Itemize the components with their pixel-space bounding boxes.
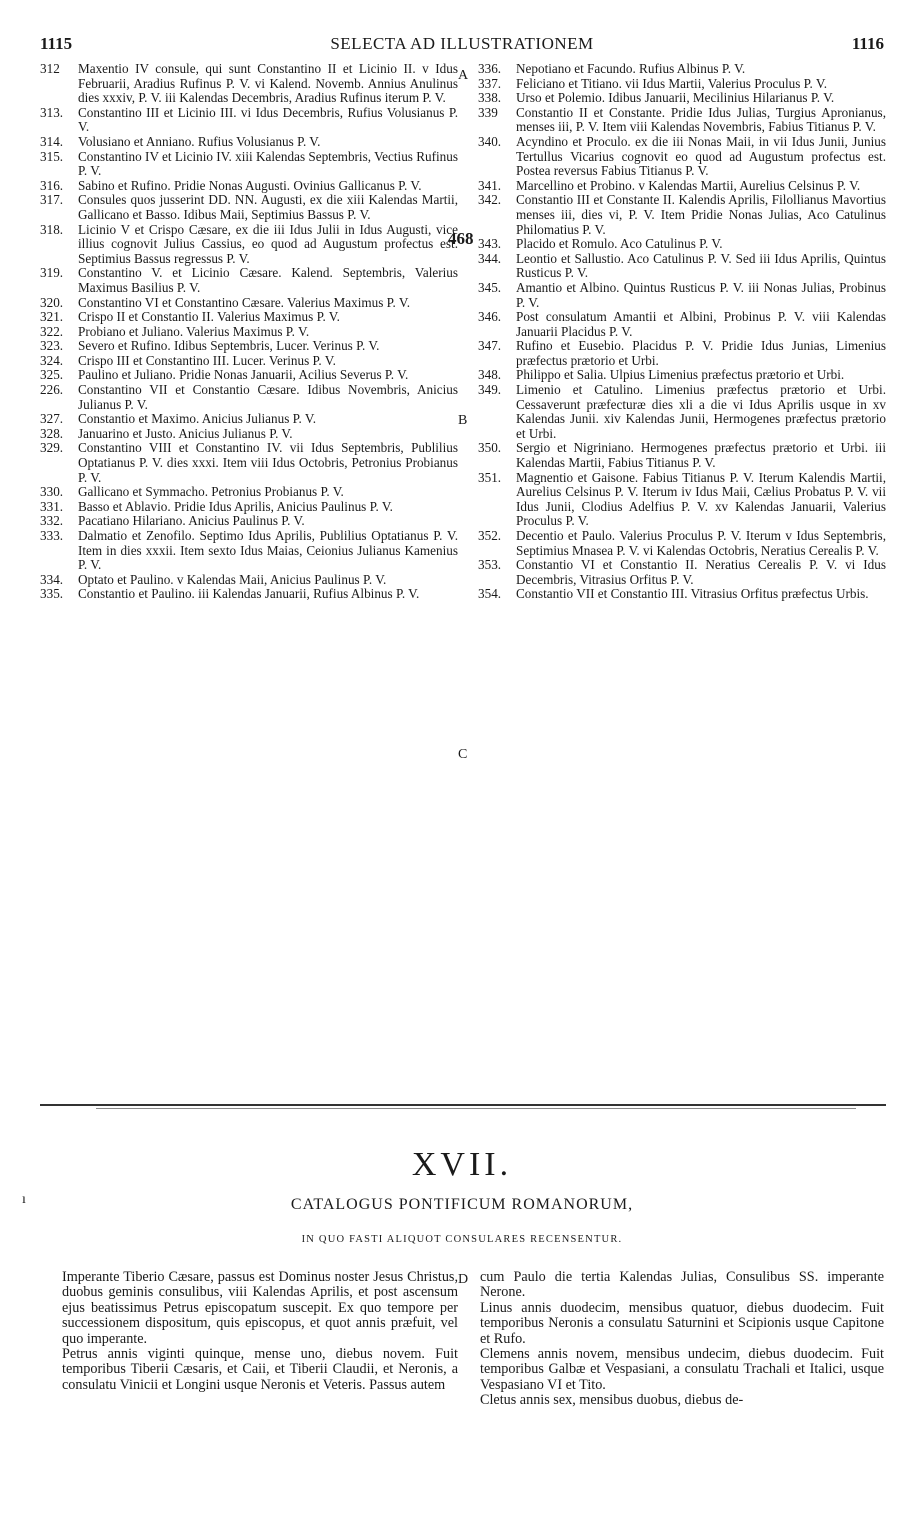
- fasti-entry: [478, 91, 886, 106]
- entry-year: 321.: [40, 309, 64, 325]
- entry-text: Licinio V et Crispo Cæsare, ex die iii Idus Julii in Idus Augusti, vice illius cognovit Julius Cassius, eo quod ad Augustum profectus est. Septimius Bassus regressus P. V.: [78, 221, 458, 266]
- entry-year: 341.: [478, 177, 502, 193]
- left-column-fasti: [40, 62, 458, 602]
- entry-year: 343.: [478, 236, 502, 252]
- entry-text: Maxentio IV consule, qui sunt Constantino II et Licinio II. v Idus Februarii, Aradius Rufinus P. V. vi Kalend. Novemb. Annius Anulinus dies xxxiv, P. V. iii Kalendas Decembris, Aradius Rufinus iterum P. V.: [78, 61, 458, 106]
- entry-text: Limenio et Catulino. Limenius præfectus prætorio et Urbi. Cessaverunt præfecturæ dies xli a die vi Idus Aprilis usque in xv Kalendas Junii. xiv Kalendas Junii, Hermogenes præfectus prætorio et Urbi.: [516, 382, 886, 441]
- entry-year: 318.: [40, 221, 64, 237]
- entry-year: 332.: [40, 513, 64, 529]
- fasti-entry: [478, 179, 886, 194]
- fasti-entry: [40, 529, 458, 573]
- entry-year: 226.: [40, 382, 64, 398]
- fasti-entry: [478, 441, 886, 470]
- entry-text: Januarino et Justo. Anicius Julianus P. V.: [78, 425, 293, 441]
- fasti-entry: [478, 62, 886, 77]
- prose-paragraph: cum Paulo die tertia Kalendas Julias, Consulibus SS. imperante Nerone.: [480, 1269, 884, 1301]
- entry-text: Constantino VII et Constantio Cæsare. Idibus Novembris, Anicius Julianus P. V.: [78, 382, 458, 412]
- fasti-entry: [40, 179, 458, 194]
- prose-paragraph: Petrus annis viginti quinque, mense uno, diebus novem. Fuit temporibus Tiberii Cæsaris, et Caii, et Tiberii Claudii, et Neronis, a consulatu Vinicii et Longini usque Neronis et Veteris. Passus autem: [62, 1346, 458, 1393]
- entry-text: Marcellino et Probino. v Kalendas Martii, Aurelius Celsinus P. V.: [516, 177, 861, 193]
- entry-year: 327.: [40, 411, 64, 427]
- entry-year: 325.: [40, 367, 64, 383]
- entry-year: 320.: [40, 294, 64, 310]
- entry-year: 338.: [478, 90, 502, 106]
- fasti-entry: [478, 237, 886, 252]
- entry-text: Constantino IV et Licinio IV. xiii Kalendas Septembris, Vectius Rufinus P. V.: [78, 148, 458, 179]
- entry-year: 312: [40, 61, 60, 76]
- entry-text: Rufino et Eusebio. Placidus P. V. Pridie Idus Junias, Limenius præfectus prætorio et Urbi.: [516, 338, 886, 368]
- entry-text: Constantio VI et Constantio II. Neratius Cerealis P. V. vi Idus Decembris, Vitrasius Orfitus P. V.: [516, 557, 886, 587]
- entry-year: 324.: [40, 352, 64, 368]
- entry-text: Constantino VI et Constantino Cæsare. Valerius Maximus P. V.: [78, 294, 411, 310]
- entry-text: Dalmatio et Zenofilo. Septimo Idus Aprilis, Publilius Optatianus P. V. Item in dies xxxii. Item sexto Idus Maias, Ceionius Julianus Kamenius P. V.: [78, 528, 458, 573]
- margin-letter-b: B: [458, 413, 468, 428]
- entry-text: Probiano et Juliano. Valerius Maximus P. V.: [78, 323, 310, 339]
- fasti-entry: [478, 383, 886, 441]
- fasti-entry: [40, 500, 458, 515]
- section-title: CATALOGUS PONTIFICUM ROMANORUM,: [290, 1196, 634, 1213]
- entry-year: 315.: [40, 148, 64, 164]
- entry-year: 348.: [478, 367, 502, 383]
- entry-year: 347.: [478, 338, 502, 354]
- entry-text: Consules quos jusserint DD. NN. Augusti, ex die xiii Kalendas Martii, Gallicano et Basso. Idibus Maii, Septimius Bassus P. V.: [78, 192, 458, 222]
- entry-text: Constantino III et Licinio III. vi Idus Decembris, Rufius Volusianus P. V.: [78, 104, 458, 135]
- right-page-number: 1116: [851, 34, 884, 53]
- entry-text: Constantio VII et Constantio III. Vitrasius Orfitus præfectus Urbis.: [516, 586, 869, 602]
- entry-year: 342.: [478, 192, 502, 208]
- fasti-entry: [40, 310, 458, 325]
- prose-paragraph: Imperante Tiberio Cæsare, passus est Dominus noster Jesus Christus, duobus geminis consulibus, viii Kalendas Aprilis, et post ascensum ejus beatissimus Petrus episcopatum suscepit. Ex quo tempore per successionem dispositum, quis episcopus, et quot annis præfuit, vel quo imperante.: [62, 1269, 458, 1347]
- entry-text: Constantino V. et Licinio Cæsare. Kalend. Septembris, Valerius Maximus Basilius P. V.: [78, 265, 458, 295]
- section-divider: [40, 1104, 886, 1106]
- margin-letter-c: C: [458, 747, 468, 762]
- entry-year: 316.: [40, 177, 64, 193]
- fasti-entry: [478, 281, 886, 310]
- entry-year: 328.: [40, 425, 64, 441]
- entry-year: 314.: [40, 133, 64, 149]
- entry-text: Constantio III et Constante II. Kalendis Aprilis, Filollianus Mavortius menses iii, dies vi, P. V. Item Pridie Nonas Julias, Aco Catulinus Philomatius P. V.: [516, 192, 886, 237]
- fasti-entry: [40, 587, 458, 602]
- prose-right-column: [480, 1270, 884, 1409]
- entry-text: Decentio et Paulo. Valerius Proculus P. V. Iterum v Idus Septembris, Septimius Mnasea P. V. vi Kalendas Octobris, Neratius Cerealis P. V.: [516, 528, 886, 558]
- fasti-entry: [40, 266, 458, 295]
- fasti-entry: [40, 223, 458, 267]
- fasti-entry: [478, 135, 886, 179]
- entry-year: 331.: [40, 498, 64, 514]
- fasti-entry: [40, 339, 458, 354]
- fasti-entry: [40, 485, 458, 500]
- entry-year: 319.: [40, 265, 64, 281]
- fasti-entry: [478, 529, 886, 558]
- fasti-entry: [40, 325, 458, 340]
- fasti-entry: [40, 368, 458, 383]
- fasti-entry: [40, 441, 458, 485]
- fasti-entry: [40, 296, 458, 311]
- entry-year: 349.: [478, 382, 502, 398]
- folio-marker: 468: [448, 229, 474, 248]
- entry-text: Constantino VIII et Constantino IV. vii Idus Septembris, Publilius Optatianus P. V. dies xxxi. Item viii Idus Octobris, Petronius Probianus P. V.: [78, 440, 458, 485]
- entry-year: 335.: [40, 586, 64, 602]
- entry-year: 330.: [40, 484, 64, 500]
- section-number: XVII.: [411, 1146, 513, 1183]
- entry-text: Leontio et Sallustio. Aco Catulinus P. V. Sed iii Idus Aprilis, Quintus Rusticus P. V.: [516, 250, 886, 281]
- entry-year: 322.: [40, 323, 64, 339]
- fasti-entry: [40, 193, 458, 222]
- right-column-fasti: [478, 62, 886, 602]
- running-header: [40, 34, 884, 56]
- section-divider-thin: [96, 1108, 856, 1109]
- fasti-entry: [478, 106, 886, 135]
- entry-year: 340.: [478, 133, 502, 149]
- entry-text: Optato et Paulino. v Kalendas Maii, Anicius Paulinus P. V.: [78, 571, 387, 587]
- section-subtitle: IN QUO FASTI ALIQUOT CONSULARES RECENSENTUR.: [301, 1234, 623, 1245]
- fasti-entry: [40, 427, 458, 442]
- entry-year: 353.: [478, 557, 502, 573]
- running-title: SELECTA AD ILLUSTRATIONEM: [330, 34, 594, 53]
- entry-text: Volusiano et Anniano. Rufius Volusianus P. V.: [78, 133, 321, 149]
- entry-text: Nepotiano et Facundo. Rufius Albinus P. V.: [516, 61, 746, 76]
- fasti-entry: [478, 471, 886, 529]
- entry-text: Gallicano et Symmacho. Petronius Probianus P. V.: [78, 484, 344, 500]
- fasti-entry: [40, 383, 458, 412]
- entry-text: Sabino et Rufino. Pridie Nonas Augusti. Ovinius Gallicanus P. V.: [78, 177, 422, 193]
- fasti-entry: [40, 354, 458, 369]
- entry-text: Urso et Polemio. Idibus Januarii, Mecilinius Hilarianus P. V.: [516, 90, 835, 106]
- prose-paragraph: Clemens annis novem, mensibus undecim, diebus duodecim. Fuit temporibus Galbæ et Vespasiani, a consulatu Trachali et Italici, usque Vespasiano VI et Tito.: [480, 1346, 884, 1393]
- fasti-entry: [478, 252, 886, 281]
- entry-year: 323.: [40, 338, 64, 354]
- entry-year: 337.: [478, 75, 502, 91]
- entry-text: Constantio II et Constante. Pridie Idus Julias, Turgius Apronianus, menses iii, P. V. Item viii Kalendas Novembris, Fabius Titianus P. V.: [516, 104, 886, 135]
- entry-year: 339: [478, 104, 498, 120]
- entry-text: Crispo III et Constantino III. Lucer. Verinus P. V.: [78, 352, 336, 368]
- entry-year: 352.: [478, 528, 502, 543]
- margin-letter-d: D: [458, 1272, 469, 1287]
- prose-paragraph: Linus annis duodecim, mensibus quatuor, diebus duodecim. Fuit temporibus Neronis a consulatu Saturnini et Scipionis usque Capitone et Rufo.: [480, 1299, 884, 1347]
- fasti-entry: [478, 587, 886, 602]
- entry-text: Philippo et Salia. Ulpius Limenius præfectus prætorio et Urbi.: [516, 367, 845, 383]
- entry-year: 313.: [40, 104, 64, 120]
- entry-year: 333.: [40, 528, 64, 543]
- fasti-entry: [478, 77, 886, 92]
- fasti-entry: [478, 368, 886, 383]
- entry-text: Sergio et Nigriniano. Hermogenes præfectus prætorio et Urbi. iii Kalendas Martii, Fabius Titianus P. V.: [516, 440, 886, 471]
- margin-tick: ı: [22, 1192, 26, 1207]
- entry-text: Placido et Romulo. Aco Catulinus P. V.: [516, 236, 723, 252]
- entry-text: Constantio et Maximo. Anicius Julianus P. V.: [78, 411, 317, 427]
- fasti-entry: [478, 558, 886, 587]
- entry-year: 317.: [40, 192, 64, 208]
- entry-text: Constantio et Paulino. iii Kalendas Januarii, Rufius Albinus P. V.: [78, 586, 420, 602]
- entry-year: 354.: [478, 586, 502, 602]
- entry-text: Magnentio et Gaisone. Fabius Titianus P. V. Iterum Kalendis Martii, Aurelius Celsinus P. V. Iterum iv Idus Maii, Cælius Probatus P. V. vii Idus Junii, Clodius Adelfius P. V. xv Kalendas Januarii, Valerius Proculus P. V.: [516, 469, 886, 529]
- entry-year: 345.: [478, 279, 502, 295]
- fasti-entry: [40, 412, 458, 427]
- entry-text: Amantio et Albino. Quintus Rusticus P. V. iii Nonas Julias, Probinus P. V.: [516, 279, 886, 310]
- fasti-entry: [40, 135, 458, 150]
- entry-year: 329.: [40, 440, 64, 456]
- entry-year: 351.: [478, 469, 502, 485]
- entry-text: Pacatiano Hilariano. Anicius Paulinus P. V.: [78, 513, 305, 529]
- entry-text: Basso et Ablavio. Pridie Idus Aprilis, Anicius Paulinus P. V.: [78, 498, 393, 514]
- fasti-entry: [40, 106, 458, 135]
- entry-text: Post consulatum Amantii et Albini, Probinus P. V. viii Kalendas Januarii Placidus P. V.: [516, 309, 886, 339]
- fasti-entry: [478, 310, 886, 339]
- fasti-entry: [478, 339, 886, 368]
- left-page-number: 1115: [40, 34, 73, 53]
- entry-year: 346.: [478, 309, 502, 325]
- entry-text: Acyndino et Proculo. ex die iii Nonas Maii, in vii Idus Junii, Junius Tertullus Vicarius cognovit eo quod ad Augustum profectus est. Postea reversus Fabius Titianus P. V.: [516, 133, 886, 179]
- entry-year: 336.: [478, 61, 502, 76]
- fasti-entry: [478, 193, 886, 237]
- entry-text: Severo et Rufino. Idibus Septembris, Lucer. Verinus P. V.: [78, 338, 380, 354]
- prose-paragraph: Cletus annis sex, mensibus duobus, diebus de-: [480, 1392, 744, 1409]
- fasti-entry: [40, 573, 458, 588]
- margin-letter-a: A: [458, 68, 469, 83]
- fasti-entry: [40, 62, 458, 106]
- fasti-entry: [40, 514, 458, 529]
- entry-text: Paulino et Juliano. Pridie Nonas Januarii, Acilius Severus P. V.: [78, 367, 409, 383]
- entry-year: 344.: [478, 250, 502, 266]
- prose-left-column: [62, 1270, 458, 1393]
- entry-text: Crispo II et Constantio II. Valerius Maximus P. V.: [78, 309, 340, 325]
- entry-year: 334.: [40, 571, 64, 587]
- entry-text: Feliciano et Titiano. vii Idus Martii, Valerius Proculus P. V.: [516, 75, 828, 91]
- entry-year: 350.: [478, 440, 502, 456]
- fasti-entry: [40, 150, 458, 179]
